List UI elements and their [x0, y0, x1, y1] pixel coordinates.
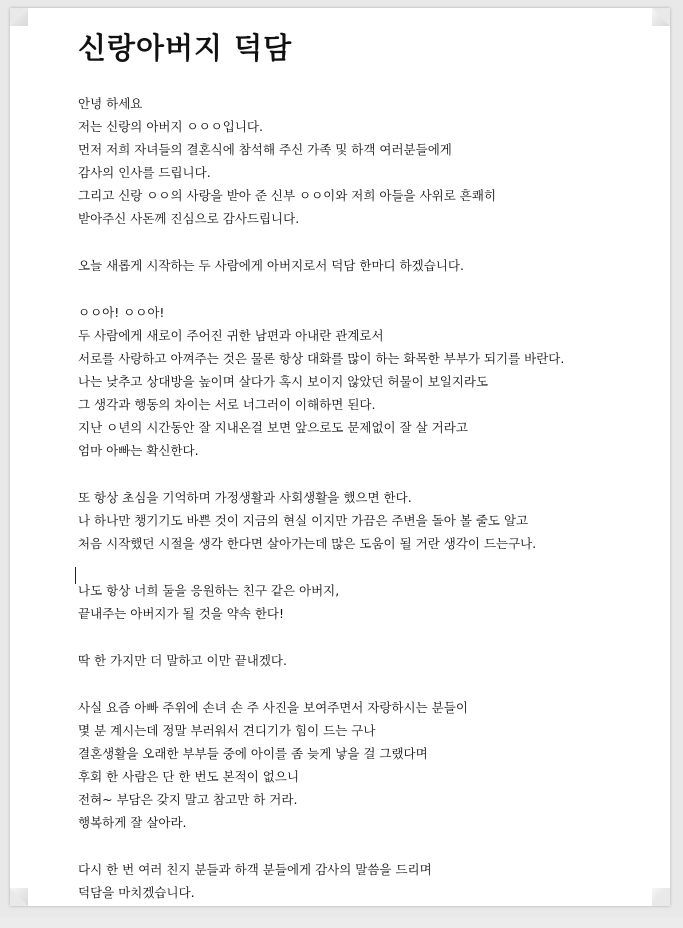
paragraph	[78, 696, 638, 834]
text-line: 두 사람에게 새로이 주어진 귀한 남편과 아내란 관계로서	[78, 324, 638, 347]
text-line: 끝내주는 아버지가 될 것을 약속 한다!	[78, 602, 638, 625]
text-line: 먼저 저희 자녀들의 결혼식에 참석해 주신 가족 및 하객 여러분들에게	[78, 138, 638, 161]
text-line: 그 생각과 행동의 차이는 서로 너그러이 이해하면 된다.	[78, 393, 638, 416]
text-line: 저는 신랑의 아버지 ㅇㅇㅇ입니다.	[78, 115, 638, 138]
text-line: 받아주신 사돈께 진심으로 감사드립니다.	[78, 207, 638, 230]
document-body[interactable]	[78, 92, 638, 928]
text-line: 처음 시작했던 시절을 생각 한다면 살아가는데 많은 도움이 될 거란 생각이 드는구나.	[78, 532, 638, 555]
text-line: ㅇㅇ아! ㅇㅇ아!	[78, 301, 638, 324]
text-line: 결혼생활을 오래한 부부들 중에 아이를 좀 늦게 낳을 걸 그랬다며	[78, 742, 638, 765]
text-line: 행복하게 잘 살아라.	[78, 811, 638, 834]
text-line: 몇 분 계시는데 정말 부러워서 견디기가 힘이 드는 구나	[78, 719, 638, 742]
text-line: 나 하나만 챙기기도 바쁜 것이 지금의 현실 이지만 가끔은 주변을 돌아 볼 줄도 알고	[78, 509, 638, 532]
text-cursor	[75, 567, 76, 584]
paragraph	[78, 649, 638, 672]
text-line: 나도 항상 너희 둘을 응원하는 친구 같은 아버지,	[78, 579, 638, 602]
text-line: 사실 요즘 아빠 주위에 손녀 손 주 사진을 보여주면서 자랑하시는 분들이	[78, 696, 638, 719]
text-line: 딱 한 가지만 더 말하고 이만 끝내겠다.	[78, 649, 638, 672]
document-title: 신랑아버지 덕담	[78, 26, 292, 67]
text-line: 나는 낮추고 상대방을 높이며 살다가 혹시 보이지 않았던 허물이 보일지라도	[78, 370, 638, 393]
text-line: 그리고 신랑 ㅇㅇ의 사랑을 받아 준 신부 ㅇㅇ이와 저희 아들을 사위로 흔쾌히	[78, 184, 638, 207]
text-line: 엄마 아빠는 확신한다.	[78, 439, 638, 462]
text-line: 서로를 사랑하고 아껴주는 것은 물론 항상 대화를 많이 하는 화목한 부부가 되기를 바란다.	[78, 347, 638, 370]
text-line: 지난 ㅇ년의 시간동안 잘 지내온걸 보면 앞으로도 문제없이 잘 살 거라고	[78, 416, 638, 439]
paragraph	[78, 486, 638, 555]
text-line: 후회 한 사람은 단 한 번도 본적이 없으니	[78, 765, 638, 788]
paragraph	[78, 92, 638, 230]
paragraph	[78, 254, 638, 277]
text-line: 또 항상 초심을 기억하며 가정생활과 사회생활을 했으면 한다.	[78, 486, 638, 509]
paragraph	[78, 858, 638, 904]
text-line: 전혀~ 부담은 갖지 말고 참고만 하 거라.	[78, 788, 638, 811]
text-line: 오늘 새롭게 시작하는 두 사람에게 아버지로서 덕담 한마디 하겠습니다.	[78, 254, 638, 277]
text-line: 감사의 인사를 드립니다.	[78, 161, 638, 184]
text-line: 안녕 하세요	[78, 92, 638, 115]
paragraph	[78, 301, 638, 462]
text-line: 덕담을 마치겠습니다.	[78, 881, 638, 904]
paragraph	[78, 579, 638, 625]
text-line: 다시 한 번 여러 친지 분들과 하객 분들에게 감사의 말씀을 드리며	[78, 858, 638, 881]
